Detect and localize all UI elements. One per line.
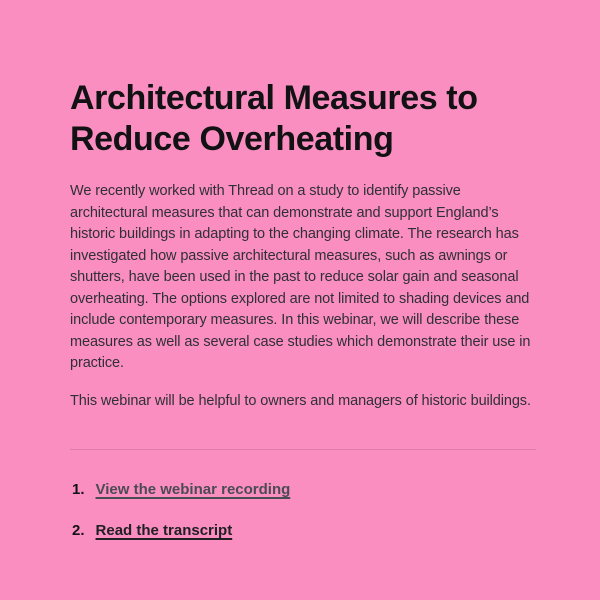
list-item-recording [72, 481, 536, 498]
list-item-transcript [72, 522, 536, 539]
list-number: 2. [72, 522, 85, 539]
webinar-recording-link[interactable]: View the webinar recording [95, 481, 291, 498]
resource-list [70, 481, 536, 539]
intro-paragraph: We recently worked with Thread on a study to identify passive architectural measures that can demonstrate and support England’s historic buildings in adapting to the changing climate. The research has investigated how passive architectural measures, such as awnings or shutters, have been used in the past to reduce solar gain and seasonal overheating. The options explored are not limited to shading devices and include contemporary measures. In this webinar, we will describe these measures as well as several case studies which demonstrate their use in practice. [70, 183, 531, 371]
page-title: Architectural Measures to Reduce Overheating [70, 79, 478, 158]
transcript-link[interactable]: Read the transcript [95, 522, 233, 539]
audience-paragraph: This webinar will be helpful to owners and managers of historic buildings. [70, 392, 531, 409]
divider [70, 449, 536, 450]
list-number: 1. [72, 481, 85, 498]
article-content [70, 78, 536, 539]
